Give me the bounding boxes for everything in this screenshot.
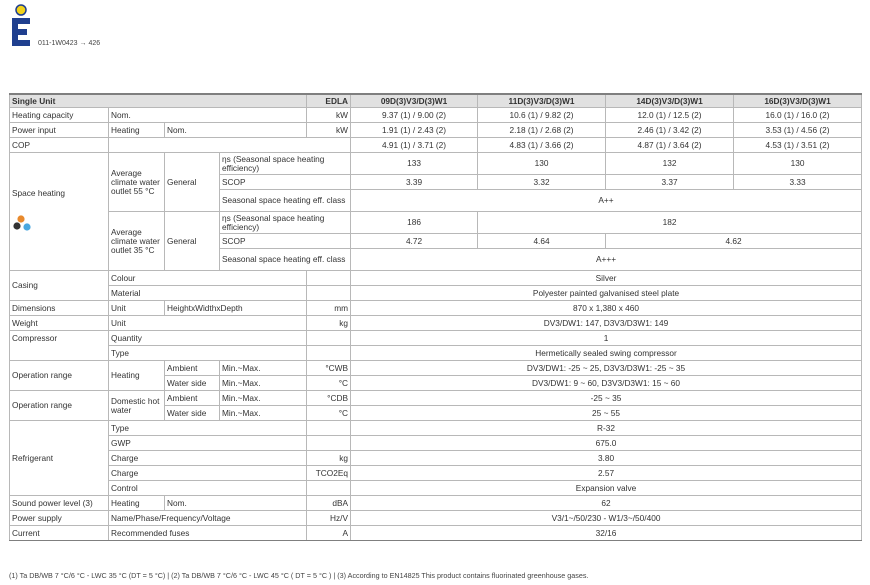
row-unit: mm <box>307 301 351 316</box>
row-sub <box>109 138 351 153</box>
row-label: Compressor <box>10 331 109 346</box>
row-unit: °CWB <box>307 361 351 376</box>
cell-value: 4.83 (1) / 3.66 (2) <box>478 138 606 153</box>
cell-value: 4.87 (1) / 3.64 (2) <box>606 138 734 153</box>
row-unit: TCO2Eq <box>307 466 351 481</box>
cell-value: -25 ~ 35 <box>351 391 862 406</box>
cell-value: 675.0 <box>351 436 862 451</box>
cell-value: V3/1~/50/230 - W1/3~/50/400 <box>351 511 862 526</box>
table-row <box>10 466 862 481</box>
row-sub: Material <box>109 286 307 301</box>
table-row <box>10 138 862 153</box>
table-row <box>10 526 862 541</box>
row-sub: Name/Phase/Frequency/Voltage <box>109 511 307 526</box>
row-unit: kg <box>307 451 351 466</box>
cell-value: A+++ <box>351 249 862 271</box>
table-row <box>10 346 862 361</box>
cell-value: 4.53 (1) / 3.51 (2) <box>734 138 862 153</box>
row-sub: Quantity <box>109 331 307 346</box>
row-sub: Nom. <box>165 496 307 511</box>
cell-value: 130 <box>734 153 862 175</box>
row-label-space-heating <box>10 153 109 271</box>
row-sub: Nom. <box>165 123 307 138</box>
cell-value: 4.62 <box>606 234 862 249</box>
cell-value: 2.57 <box>351 466 862 481</box>
row-unit <box>307 421 351 436</box>
row-sub: SCOP <box>220 175 351 190</box>
row-unit <box>307 346 351 361</box>
row-sub: SCOP <box>220 234 351 249</box>
header-row <box>10 94 862 108</box>
cell-value: R-32 <box>351 421 862 436</box>
row-label-empty <box>10 346 109 361</box>
row-label: Casing <box>10 271 109 301</box>
row-unit <box>307 331 351 346</box>
table-row <box>10 511 862 526</box>
table-row <box>10 361 862 376</box>
row-sub: Domestic hot water <box>109 391 165 421</box>
table-row <box>10 108 862 123</box>
row-sub: Heating <box>109 123 165 138</box>
row-sub: Recommended fuses <box>109 526 307 541</box>
table-row <box>10 286 862 301</box>
row-label: Refrigerant <box>10 421 109 496</box>
cell-value: 4.64 <box>478 234 606 249</box>
row-sub: Min.~Max. <box>220 376 307 391</box>
cell-value: Hermetically sealed swing compressor <box>351 346 862 361</box>
cell-value: 3.33 <box>734 175 862 190</box>
row-unit: kg <box>307 316 351 331</box>
cell-value: DV3/DW1: 147, D3V3/D3W1: 149 <box>351 316 862 331</box>
group-general: General <box>165 153 220 212</box>
row-sub: Water side <box>165 376 220 391</box>
row-unit <box>307 436 351 451</box>
document-reference: 011-1W0423 → 426 <box>38 40 101 47</box>
row-unit: kW <box>307 123 351 138</box>
row-label: Current <box>10 526 109 541</box>
row-unit: kW <box>307 108 351 123</box>
cell-value: 62 <box>351 496 862 511</box>
row-sub: Seasonal space heating eff. class <box>220 249 351 271</box>
row-label: COP <box>10 138 109 153</box>
model-header: 11D(3)V3/D(3)W1 <box>478 94 606 108</box>
model-header: 16D(3)V3/D(3)W1 <box>734 94 862 108</box>
group-general: General <box>165 212 220 271</box>
row-sub: Min.~Max. <box>220 391 307 406</box>
table-row <box>10 212 862 234</box>
climate-dots-icon <box>12 214 38 234</box>
cell-value: 870 x 1,380 x 460 <box>351 301 862 316</box>
table-row <box>10 271 862 286</box>
manufacturer-logo <box>8 4 34 48</box>
row-unit: °CDB <box>307 391 351 406</box>
row-label: Weight <box>10 316 109 331</box>
table-row <box>10 391 862 406</box>
row-unit: °C <box>307 376 351 391</box>
spec-table <box>9 93 862 541</box>
row-sub: Control <box>109 481 307 496</box>
model-header: 14D(3)V3/D(3)W1 <box>606 94 734 108</box>
row-unit: A <box>307 526 351 541</box>
cell-value: 4.72 <box>351 234 478 249</box>
table-row <box>10 481 862 496</box>
row-label: Operation range <box>10 391 109 421</box>
row-label: Power input <box>10 123 109 138</box>
footnote: (1) Ta DB/WB 7 °C/6 °C - LWC 35 °C (DT = 5 °C) | (2) Ta DB/WB 7 °C/6 °C - LWC 45 °C ( DT = 5 °C ) | (3) According to EN14825 This product contains fluorinated greenhouse gases. <box>9 571 589 580</box>
cell-value: 3.39 <box>351 175 478 190</box>
row-sub: ηs (Seasonal space heating efficiency) <box>220 153 351 175</box>
table-row <box>10 451 862 466</box>
row-label: Heating capacity <box>10 108 109 123</box>
row-sub: Min.~Max. <box>220 406 307 421</box>
row-sub: Heating <box>109 496 165 511</box>
group-label: Average climate water outlet 55 °C <box>109 153 165 212</box>
cell-value: DV3/DW1: -25 ~ 25, D3V3/D3W1: -25 ~ 35 <box>351 361 862 376</box>
row-sub: Min.~Max. <box>220 361 307 376</box>
cell-value: Silver <box>351 271 862 286</box>
cell-value: DV3/DW1: 9 ~ 60, D3V3/D3W1: 15 ~ 60 <box>351 376 862 391</box>
cell-value: A++ <box>351 190 862 212</box>
row-sub: ηs (Seasonal space heating efficiency) <box>220 212 351 234</box>
row-label: Operation range <box>10 361 109 391</box>
cell-value: 132 <box>606 153 734 175</box>
row-unit: Hz/V <box>307 511 351 526</box>
row-label: Power supply <box>10 511 109 526</box>
table-row <box>10 153 862 175</box>
row-unit <box>307 271 351 286</box>
table-row <box>10 316 862 331</box>
cell-value: 3.53 (1) / 4.56 (2) <box>734 123 862 138</box>
cell-value: 3.80 <box>351 451 862 466</box>
cell-value: Expansion valve <box>351 481 862 496</box>
table-row <box>10 436 862 451</box>
row-sub: Charge <box>109 466 307 481</box>
cell-value: 9.37 (1) / 9.00 (2) <box>351 108 478 123</box>
row-sub: Charge <box>109 451 307 466</box>
cell-value: 16.0 (1) / 16.0 (2) <box>734 108 862 123</box>
cell-value: 2.46 (1) / 3.42 (2) <box>606 123 734 138</box>
row-sub: Ambient <box>165 361 220 376</box>
row-unit <box>307 286 351 301</box>
row-sub: Unit <box>109 316 307 331</box>
cell-value: 2.18 (1) / 2.68 (2) <box>478 123 606 138</box>
cell-value: 10.6 (1) / 9.82 (2) <box>478 108 606 123</box>
table-row <box>10 496 862 511</box>
table-row <box>10 421 862 436</box>
cell-value: 182 <box>478 212 862 234</box>
row-sub: Seasonal space heating eff. class <box>220 190 351 212</box>
row-sub: Type <box>109 346 307 361</box>
cell-value: Polyester painted galvanised steel plate <box>351 286 862 301</box>
table-row <box>10 331 862 346</box>
table-row <box>10 301 862 316</box>
header-unit: EDLA <box>307 94 351 108</box>
row-sub: Nom. <box>109 108 307 123</box>
cell-value: 25 ~ 55 <box>351 406 862 421</box>
cell-value: 12.0 (1) / 12.5 (2) <box>606 108 734 123</box>
row-sub: Type <box>109 421 307 436</box>
row-sub: HeightxWidthxDepth <box>165 301 307 316</box>
cell-value: 133 <box>351 153 478 175</box>
cell-value: 3.32 <box>478 175 606 190</box>
row-sub: Ambient <box>165 391 220 406</box>
model-header: 09D(3)V3/D(3)W1 <box>351 94 478 108</box>
cell-value: 1.91 (1) / 2.43 (2) <box>351 123 478 138</box>
row-sub: Heating <box>109 361 165 391</box>
header-label: Single Unit <box>10 94 307 108</box>
cell-value: 186 <box>351 212 478 234</box>
cell-value: 1 <box>351 331 862 346</box>
row-sub: GWP <box>109 436 307 451</box>
group-label: Average climate water outlet 35 °C <box>109 212 165 271</box>
row-sub: Unit <box>109 301 165 316</box>
cell-value: 130 <box>478 153 606 175</box>
row-unit: °C <box>307 406 351 421</box>
row-label: Sound power level (3) <box>10 496 109 511</box>
table-row <box>10 123 862 138</box>
row-label: Dimensions <box>10 301 109 316</box>
row-sub: Water side <box>165 406 220 421</box>
row-unit <box>307 481 351 496</box>
cell-value: 32/16 <box>351 526 862 541</box>
row-sub: Colour <box>109 271 307 286</box>
row-unit: dBA <box>307 496 351 511</box>
cell-value: 4.91 (1) / 3.71 (2) <box>351 138 478 153</box>
row-label: Space heating <box>12 188 66 198</box>
cell-value: 3.37 <box>606 175 734 190</box>
